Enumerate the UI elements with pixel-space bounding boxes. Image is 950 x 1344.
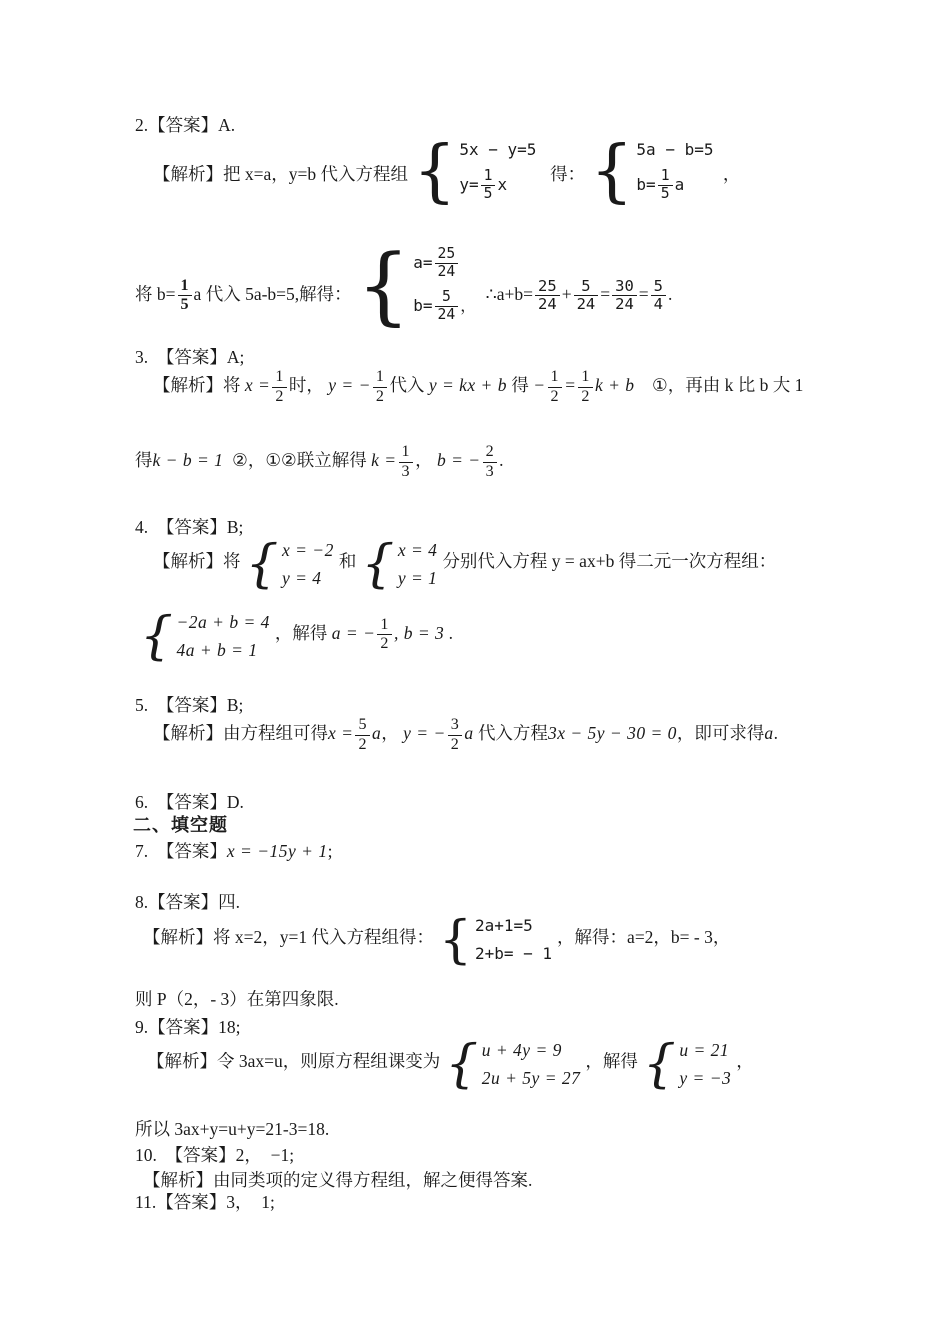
text-run: ， (736, 1051, 754, 1071)
fraction-denominator: 24 (576, 295, 596, 314)
q3-solution-line (153, 368, 803, 406)
math-run: b = − (436, 450, 481, 471)
q7-answer-line (135, 840, 332, 862)
q2-solution-line (153, 132, 741, 211)
system-rows (636, 140, 713, 203)
fraction-numerator: 25 (435, 246, 459, 264)
system-row (679, 1068, 731, 1088)
math-run: y = 1 (397, 568, 438, 588)
fraction-numerator: 5 (355, 716, 370, 736)
system-row (398, 540, 438, 560)
text-run: . (668, 284, 673, 304)
fraction-denominator: 24 (615, 295, 634, 314)
text-run: ，解得 (274, 623, 332, 643)
text-run: 代入 (389, 375, 429, 396)
left-brace-icon: { (413, 132, 457, 211)
text-run: 【解析】将 x=2，y=1 代入方程组得： (143, 927, 434, 947)
fraction (377, 616, 392, 654)
q2-continuation-line (135, 236, 673, 334)
fraction-denominator: 24 (437, 263, 456, 281)
math-run: a (372, 723, 382, 744)
text-run: 5x − y=5 (459, 140, 537, 160)
math-run: , b = 3 (393, 623, 445, 643)
q9-answer-line (135, 1016, 241, 1038)
text-run: 分别代入方程 y = ax+b 得二元一次方程组： (442, 551, 777, 571)
left-brace-icon: { (245, 534, 279, 594)
equation-system (413, 132, 537, 211)
system-rows (679, 1040, 731, 1088)
q9-solution-line (147, 1034, 754, 1094)
equation-system (140, 606, 270, 666)
left-brace-icon: { (642, 1034, 677, 1094)
math-run: a (464, 723, 474, 744)
text-run: ， (415, 450, 437, 471)
text-run: x (497, 175, 508, 194)
text-run: 2a+1=5 (474, 916, 533, 935)
text-run: 2.【答案】A. (135, 115, 236, 135)
section-heading (133, 814, 228, 836)
q4-answer-line (135, 516, 243, 538)
fraction (578, 368, 593, 406)
fraction-denominator: 2 (550, 387, 560, 405)
math-run: y = kx + b (428, 375, 507, 396)
fraction-numerator: 2 (483, 443, 498, 463)
system-row (413, 246, 476, 281)
text-run: y= (459, 175, 479, 194)
equation-system (642, 1034, 732, 1094)
text-run: 和 (338, 551, 357, 571)
fraction-denominator: 5 (180, 296, 189, 314)
fraction-numerator: 30 (612, 278, 637, 297)
fraction-numerator: 1 (481, 168, 496, 186)
text-run: b= (636, 175, 656, 194)
math-run: x = −2 (281, 540, 334, 560)
system-row (459, 168, 536, 203)
fraction (399, 443, 414, 481)
text-run: ②，①②联立解得 (223, 450, 372, 471)
fraction-denominator: 5 (483, 185, 493, 202)
text-run: b= (413, 295, 433, 315)
text-run: ①，再由 k 比 b 大 1 (634, 375, 804, 396)
text-run: 【解析】将 (153, 551, 241, 571)
system-row (679, 1040, 731, 1060)
fraction-numerator: 25 (535, 278, 560, 297)
math-run: 2u + 5y = 27 (481, 1068, 581, 1088)
q4-solution-line (153, 534, 777, 594)
system-row (636, 168, 713, 203)
text-run: ，即可求得 (676, 723, 765, 744)
system-rows (282, 540, 334, 588)
text-run: = (638, 284, 649, 304)
text-run: 10. 【答案】2， −1; (135, 1145, 295, 1165)
system-row (475, 916, 552, 936)
system-row (636, 140, 713, 160)
fraction-numerator: 5 (435, 289, 459, 307)
math-run: 4a + b = 1 (176, 640, 258, 660)
system-row (475, 944, 552, 964)
fraction-denominator: 2 (358, 735, 367, 753)
text-run: 【解析】把 x=a，y=b 代入方程组 (153, 164, 409, 184)
math-run: x = (328, 723, 354, 744)
fraction (355, 716, 370, 754)
math-run: a (764, 723, 774, 744)
system-row (398, 568, 438, 588)
fraction (483, 443, 498, 481)
q2-answer-line (135, 114, 235, 136)
system-row (282, 540, 334, 560)
text-run: 得： (541, 164, 586, 184)
fraction-numerator: 1 (373, 368, 388, 388)
fraction (481, 168, 496, 203)
left-brace-icon: { (445, 1034, 479, 1094)
text-run: = (600, 284, 611, 304)
text-run: 8.【答案】四. (135, 892, 240, 912)
text-run: 则 P（2，- 3）在第四象限. (135, 989, 339, 1009)
q10-answer-line (135, 1144, 294, 1166)
text-run: 【解析】由同类项的定义得方程组，解之便得答案. (143, 1170, 533, 1190)
math-run: − (533, 375, 546, 396)
equation-system (245, 534, 334, 594)
q10-solution-line (143, 1169, 532, 1191)
system-rows (413, 246, 476, 324)
text-run: 将 b= (135, 284, 176, 304)
math-run: y = −3 (679, 1068, 732, 1088)
text-run: 二、填空题 (133, 815, 228, 835)
math-run: x = −15y + 1 (226, 841, 328, 861)
q8-continuation-line (135, 988, 339, 1010)
text-run: 所以 3ax+y=u+y=21-3=18. (135, 1119, 330, 1139)
text-run: ∴a+b= (481, 284, 534, 304)
q5-solution-line (153, 716, 778, 754)
fraction-numerator: 1 (399, 443, 414, 463)
fraction-denominator: 2 (581, 387, 590, 405)
text-run: ， (381, 723, 404, 744)
text-run: a (674, 175, 685, 194)
text-run: ， (718, 164, 741, 184)
fraction-denominator: 2 (375, 387, 385, 405)
fraction-numerator: 5 (651, 278, 666, 297)
q4-continuation-line (135, 606, 454, 666)
math-run: −2a + b = 4 (176, 612, 270, 632)
math-run: k − b = 1 (152, 450, 224, 471)
text-run: . (444, 623, 454, 643)
system-row (176, 640, 269, 660)
text-run: 代入方程 (473, 723, 548, 744)
left-brace-icon: { (356, 236, 411, 334)
equation-system (361, 534, 438, 594)
fraction-denominator: 4 (653, 295, 664, 314)
fraction-numerator: 5 (574, 278, 599, 297)
fraction (435, 246, 459, 281)
text-run: 得 (135, 450, 153, 471)
q11-answer-line (135, 1191, 275, 1213)
fraction-denominator: 3 (401, 462, 411, 480)
text-run: 5a − b=5 (636, 140, 714, 160)
fraction (178, 277, 192, 315)
math-run: y = − (328, 375, 371, 396)
system-rows (459, 140, 536, 203)
text-run: 【解析】由方程组可得 (153, 723, 328, 744)
math-run: a = − (331, 623, 376, 643)
text-run: a 代入 5a-b=5,解得： (193, 284, 352, 304)
text-run: . (773, 723, 779, 744)
left-brace-icon: { (439, 910, 472, 970)
text-run: 时， (288, 375, 329, 396)
left-brace-icon: { (140, 606, 174, 666)
text-run: + (561, 284, 572, 304)
text-run: 2+b= − 1 (474, 944, 553, 963)
math-run: u + 4y = 9 (481, 1040, 562, 1060)
fraction (548, 368, 563, 406)
fraction (272, 368, 287, 406)
text-run: 【解析】令 3ax=u，则原方程组课变为 (147, 1051, 441, 1071)
fraction-numerator: 3 (448, 716, 463, 736)
text-run: 7. 【答案】 (135, 841, 227, 861)
system-row (482, 1068, 581, 1088)
fraction (612, 278, 637, 315)
text-run: . (499, 450, 504, 471)
left-brace-icon: { (361, 534, 395, 594)
text-run: 4. 【答案】B; (135, 517, 244, 537)
equation-system (439, 910, 553, 970)
fraction (435, 289, 459, 324)
math-run: y = 4 (281, 568, 322, 588)
math-run: 3x − 5y − 30 = 0 (547, 723, 677, 744)
fraction-numerator: 1 (548, 368, 563, 388)
fraction-denominator: 3 (485, 462, 495, 480)
fraction-denominator: 2 (380, 635, 389, 653)
fraction-numerator: 1 (578, 368, 593, 388)
equation-system (590, 132, 714, 211)
q9-continuation-line (135, 1118, 329, 1140)
fraction (574, 278, 599, 315)
fraction-numerator: 1 (377, 616, 392, 636)
q5-answer-line (135, 694, 243, 716)
text-run: 11.【答案】3， 1; (135, 1192, 275, 1212)
fraction-numerator: 1 (178, 277, 192, 297)
q8-solution-line (143, 910, 731, 970)
system-rows (475, 916, 552, 964)
system-rows (176, 612, 269, 660)
equation-system (445, 1034, 581, 1094)
q6-answer-line (135, 791, 244, 813)
math-run: u = 21 (679, 1040, 730, 1060)
system-row (282, 568, 334, 588)
system-row (482, 1040, 581, 1060)
math-run: k + b (594, 375, 635, 396)
fraction-numerator: 1 (272, 368, 287, 388)
q3-answer-line (135, 346, 244, 368)
text-run: ， (460, 295, 477, 315)
q3-continuation-line (135, 443, 504, 481)
math-run: k = (371, 450, 397, 471)
math-run: x = 4 (397, 540, 438, 560)
text-run: a= (413, 253, 433, 273)
system-row (176, 612, 269, 632)
system-rows (398, 540, 438, 588)
q8-answer-line (135, 891, 240, 913)
equation-system (356, 236, 477, 334)
text-run: ; (327, 841, 333, 861)
math-run: y = − (403, 723, 446, 744)
text-run: 9.【答案】18; (135, 1017, 241, 1037)
text-run: ，解得 (585, 1051, 638, 1071)
fraction (658, 168, 673, 203)
fraction-denominator: 2 (275, 387, 284, 405)
fraction-denominator: 24 (538, 295, 557, 314)
text-run: 5. 【答案】B; (135, 695, 244, 715)
math-run: x = (244, 375, 271, 396)
system-row (413, 289, 476, 324)
math-run: = (564, 375, 577, 396)
fraction (651, 278, 666, 315)
fraction-numerator: 1 (658, 168, 673, 186)
text-run: 得 (506, 375, 534, 396)
fraction-denominator: 24 (437, 305, 456, 323)
fraction (535, 278, 560, 315)
system-row (459, 140, 536, 160)
system-rows (482, 1040, 581, 1088)
text-run: 6. 【答案】D. (135, 792, 244, 812)
text-run: 【解析】将 (153, 375, 245, 396)
fraction (373, 368, 388, 406)
left-brace-icon: { (590, 132, 634, 211)
text-run: 3. 【答案】A; (135, 347, 245, 367)
fraction-denominator: 5 (660, 185, 670, 202)
fraction-denominator: 2 (450, 735, 460, 753)
text-run: ，解得：a=2，b= - 3， (557, 927, 731, 947)
fraction (448, 716, 463, 754)
